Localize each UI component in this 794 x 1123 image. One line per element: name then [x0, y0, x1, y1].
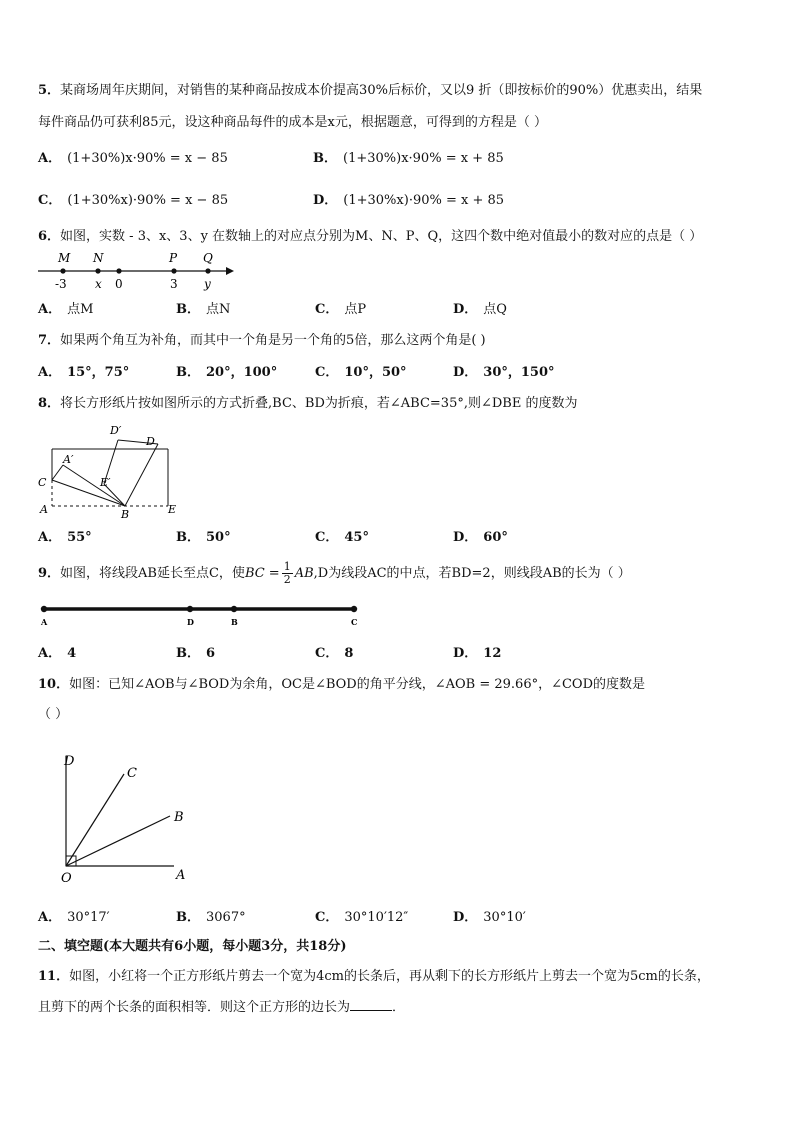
option-c[interactable]: C． 8: [315, 646, 354, 661]
option-d[interactable]: D． 60°: [453, 530, 508, 545]
question-9-options: [38, 641, 758, 667]
question-number: 7．: [38, 333, 61, 348]
option-a[interactable]: A． 30°17′: [38, 910, 110, 925]
equation-lhs: BC =: [244, 566, 280, 581]
label-d: D: [146, 435, 155, 448]
equation-rhs: AB: [294, 566, 314, 581]
option-c[interactable]: C． 点P: [315, 302, 367, 317]
fraction: $\frac{1}{2}$: [283, 560, 291, 586]
question-number: 5．: [38, 83, 61, 98]
question-number: 8．: [38, 396, 61, 411]
question-10: [38, 672, 758, 698]
label-x: x: [95, 277, 102, 291]
question-10-line2: [38, 702, 758, 728]
label-y: y: [204, 277, 211, 291]
option-a[interactable]: A． 15°，75°: [38, 365, 130, 380]
answer-blank[interactable]: [350, 996, 392, 1011]
question-number: 11．: [38, 969, 70, 984]
option-a[interactable]: A． 4: [38, 646, 77, 661]
label-a: A: [176, 868, 186, 883]
question-text-after: ,D为线段AC的中点，若BD=2，则线段AB的长为（ ）: [313, 566, 631, 581]
label-d: D: [187, 617, 194, 627]
option-c[interactable]: C． 45°: [315, 530, 369, 545]
question-text-line1: 如图，小红将一个正方形纸片剪去一个宽为4cm的长条后，再从剩下的长方形纸片上剪去一个宽为5cm的长条，: [69, 969, 710, 984]
option-a[interactable]: A． 点M: [38, 302, 94, 317]
option-b[interactable]: B． (1+30%)x·90% = x + 85: [313, 151, 504, 166]
question-text: 如图，实数 - 3、x、3、y 在数轴上的对应点分别为M、N、P、Q，这四个数中绝对值最小的数对应的点是（ ）: [60, 229, 703, 244]
question-7-options: [38, 360, 758, 386]
question-text-line1: 某商场周年庆期间，对销售的某种商品按成本价提高30%后标价，又以9 折（即按标价的90%）优惠卖出，结果: [60, 83, 703, 98]
option-d[interactable]: D． 30°，150°: [453, 365, 555, 380]
label-b: B: [174, 810, 184, 825]
label-c: C: [38, 476, 47, 489]
question-10-options: [38, 905, 758, 931]
option-b[interactable]: B． 20°，100°: [176, 365, 278, 380]
option-d[interactable]: D． 12: [453, 646, 502, 661]
question-6: [38, 224, 758, 250]
option-d[interactable]: D． 30°10′: [453, 910, 526, 925]
option-c[interactable]: C． (1+30%x)·90% = x − 85: [38, 193, 229, 208]
option-c[interactable]: C． 10°，50°: [315, 365, 407, 380]
question-5-line2: [38, 110, 758, 136]
segment-figure: [38, 600, 368, 630]
option-a[interactable]: A． 55°: [38, 530, 92, 545]
option-d[interactable]: D． (1+30%x)·90% = x + 85: [313, 193, 505, 208]
label-d-prime: D′: [110, 424, 122, 437]
option-b[interactable]: B． 点N: [176, 302, 231, 317]
label-e-prime: E′: [100, 476, 111, 489]
number-line-figure: [36, 250, 236, 292]
question-11: [38, 964, 758, 990]
label-b: B: [231, 617, 238, 627]
label-neg3: -3: [55, 277, 67, 291]
option-b[interactable]: B． 3067°: [176, 910, 246, 925]
label-b: B: [121, 508, 130, 520]
label-o: O: [61, 871, 72, 886]
question-text: 如果两个角互为补角，而其中一个角是另一个角的5倍，那么这两个角是( ): [60, 333, 486, 348]
question-8-options: [38, 525, 758, 551]
angle-figure: [56, 748, 206, 888]
question-text: 将长方形纸片按如图所示的方式折叠,BC、BD为折痕，若∠ABC=35°,则∠DBE 的度数为: [60, 396, 578, 411]
question-text: 如图，将线段AB延长至点C，使: [60, 566, 245, 581]
label-d: D: [64, 754, 75, 769]
question-text-line1: 如图：已知∠AOB与∠BOD为余角，OC是∠BOD的角平分线，∠AOB = 29.66°，∠COD的度数是: [69, 677, 646, 692]
option-b[interactable]: B． 6: [176, 646, 216, 661]
label-q: Q: [203, 251, 213, 265]
label-zero: 0: [115, 277, 123, 291]
label-a-prime: A′: [63, 453, 74, 466]
label-c: C: [127, 766, 137, 781]
question-11-line2: [38, 995, 758, 1021]
section-heading: 二、填空题(本大题共有6小题，每小题3分，共18分): [38, 939, 347, 954]
label-c: C: [351, 617, 358, 627]
question-9: [38, 561, 758, 587]
option-c[interactable]: C． 30°10′12″: [315, 910, 409, 925]
question-number: 10．: [38, 677, 70, 692]
question-number: 6．: [38, 229, 61, 244]
question-text-line2: 且剪下的两个长条的面积相等．则这个正方形的边长为: [38, 1000, 351, 1015]
label-m: M: [58, 251, 71, 265]
label-a: A: [41, 617, 48, 627]
folding-figure: [36, 418, 186, 520]
question-6-options: [38, 297, 758, 323]
label-p: P: [169, 251, 178, 265]
question-5-options-row2: [38, 188, 758, 214]
question-5: [38, 78, 758, 104]
label-n: N: [93, 251, 104, 265]
label-e: E: [168, 503, 177, 516]
question-5-options-row1: [38, 146, 758, 172]
question-text-line2: （ ）: [38, 707, 69, 722]
question-7: [38, 328, 758, 354]
question-text-line2: 每件商品仍可获利85元，设这种商品每件的成本是x元，根据题意，可得到的方程是（ ）: [38, 115, 548, 130]
question-number: 9．: [38, 566, 61, 581]
question-8: [38, 391, 758, 417]
question-text-end: ．: [392, 1000, 406, 1015]
option-d[interactable]: D． 点Q: [453, 302, 507, 317]
option-b[interactable]: B． 50°: [176, 530, 231, 545]
label-a: A: [40, 503, 48, 516]
label-three: 3: [170, 277, 178, 291]
option-a[interactable]: A． (1+30%)x·90% = x − 85: [38, 151, 228, 166]
